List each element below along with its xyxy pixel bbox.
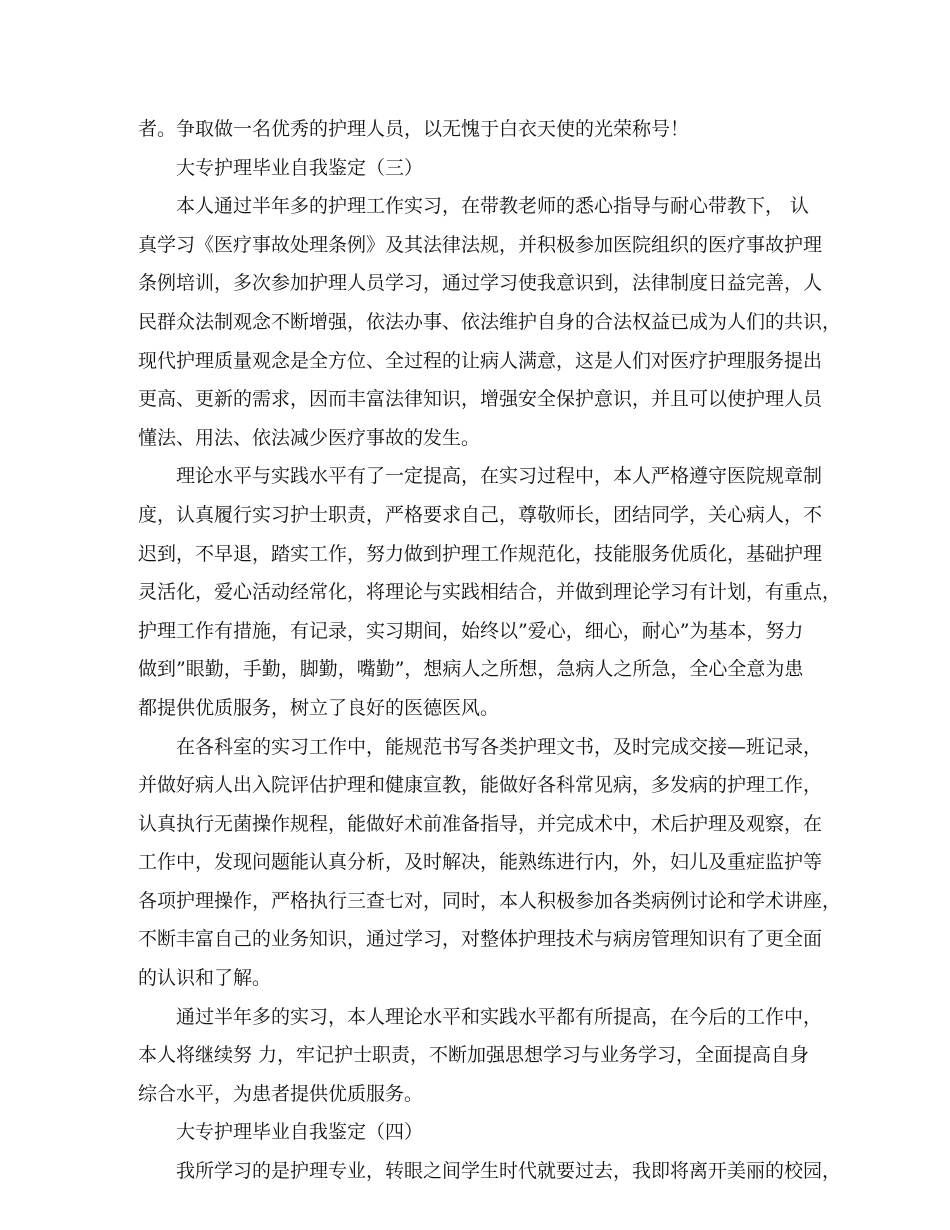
text-line: 并做好病人出入院评估护理和健康宣教，能做好各科常见病，多发病的护理工作，: [138, 774, 823, 797]
text-line: 综合水平，为患者提供优质服务。: [138, 1082, 424, 1105]
text-line: 本人将继续努 力，牢记护士职责，不断加强思想学习与业务学习，全面提高自身: [138, 1044, 810, 1067]
section-heading: 大专护理毕业自我鉴定（四）: [176, 1121, 424, 1144]
text-line: 护理工作有措施，有记录，实习期间，始终以”爱心，细心，耐心”为基本，努力: [138, 619, 804, 642]
text-line: 本人通过半年多的护理工作实习，在带教老师的悉心指导与耐心带教下， 认: [176, 195, 810, 218]
text-line: 通过半年多的实习，本人理论水平和实践水平都有所提高，在今后的工作中，: [176, 1005, 823, 1028]
text-line: 者。争取做一名优秀的护理人员，以无愧于白衣天使的光荣称号！: [138, 118, 690, 140]
text-line: 现代护理质量观念是全方位、全过程的让病人满意，这是人们对医疗护理服务提出: [138, 349, 823, 372]
text-line: 我所学习的是护理专业，转眼之间学生时代就要过去，我即将离开美丽的校园，: [176, 1160, 842, 1183]
text-line: 民群众法制观念不断增强，依法办事、依法维护自身的合法权益已成为人们的共识，: [138, 310, 842, 333]
text-line: 各项护理操作，严格执行三查七对，同时，本人积极参加各类病例讨论和学术讲座，: [138, 889, 842, 912]
text-line: 更高、更新的需求，因而丰富法律知识，增强安全保护意识，并且可以使护理人员: [138, 388, 823, 411]
document-body: [138, 110, 842, 1191]
text-line: 工作中，发现问题能认真分析，及时解决，能熟练进行内，外，妇儿及重症监护等: [138, 851, 823, 874]
text-line: 条例培训，多次参加护理人员学习，通过学习使我意识到，法律制度日益完善，人: [138, 272, 823, 295]
text-line: 的认识和了解。: [138, 967, 272, 990]
text-line: 迟到，不早退，踏实工作，努力做到护理工作规范化，技能服务优质化，基础护理: [138, 542, 823, 565]
text-line: 都提供优质服务，树立了良好的医德医风。: [138, 696, 500, 719]
section-heading: 大专护理毕业自我鉴定（三）: [176, 156, 424, 179]
text-line: 理论水平与实践水平有了一定提高，在实习过程中，本人严格遵守医院规章制: [176, 465, 823, 488]
text-line: 不断丰富自己的业务知识，通过学习，对整体护理技术与病房管理知识有了更全面: [138, 928, 823, 951]
text-line: 在各科室的实习工作中，能规范书写各类护理文书，及时完成交接—班记录，: [176, 735, 823, 758]
text-line: 认真执行无菌操作规程，能做好术前准备指导，并完成术中，术后护理及观察，在: [138, 812, 823, 835]
text-line: 度，认真履行实习护士职责，严格要求自己，尊敬师长，团结同学，关心病人，不: [138, 503, 823, 526]
text-line: 懂法、用法、依法减少医疗事故的发生。: [138, 426, 481, 449]
text-line: 做到”眼勤，手勤，脚勤，嘴勤”，想病人之所想，急病人之所急，全心全意为患: [138, 658, 804, 681]
text-line: 真学习《医疗事故处理条例》及其法律法规，并积极参加医院组织的医疗事故护理: [138, 233, 823, 256]
text-line: 灵活化，爱心活动经常化，将理论与实践相结合，并做到理论学习有计划，有重点，: [138, 581, 842, 604]
